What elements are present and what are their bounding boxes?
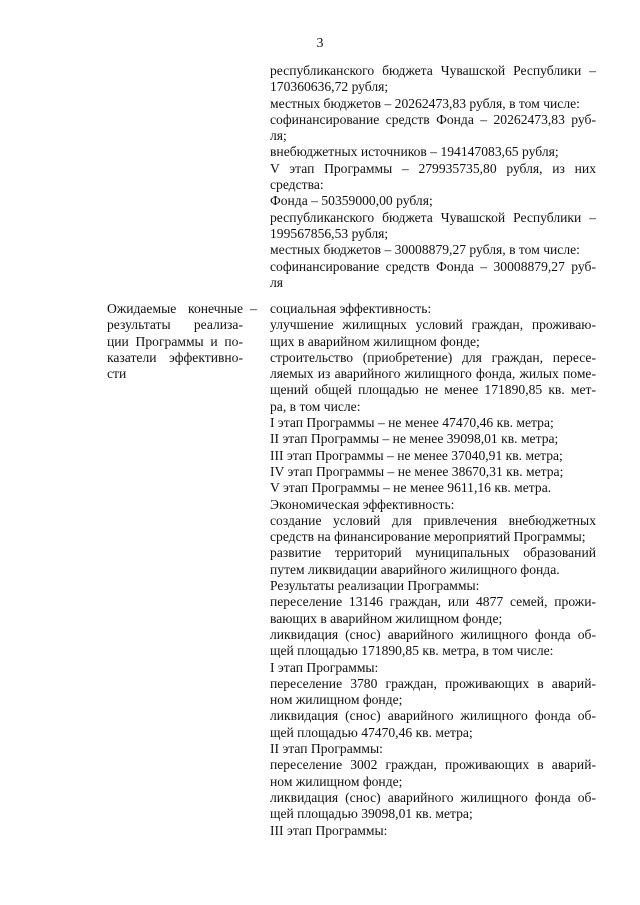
text-line: щей площадью 171890,85 кв. метра, в том числе: [270,643,554,659]
label-line: Ожидаемые конечные [107,301,243,316]
text-line: V этап Программы – не менее 9611,16 кв. метра. [270,480,552,496]
text-line: ля [270,274,284,290]
text-line: софинансирование средств Фонда – 20262473,83 руб- [270,111,596,127]
section-content [270,301,596,839]
text-line: Фонда – 50359000,00 рубля; [270,193,433,209]
section-label [107,301,243,382]
text-line: ном жилищном фонде; [270,692,403,708]
text-line: II этап Программы – не менее 39098,01 кв. метра; [270,431,559,447]
text-line: III этап Программы – не менее 37040,91 кв. метра; [270,447,563,463]
label-line: результаты реализа- [107,317,243,333]
text-line: средства: [270,177,324,193]
text-line: ликвидация (снос) аварийного жилищного фонда об- [270,626,596,642]
text-line: вающих в аварийном жилищном фонде; [270,610,503,626]
text-line: создание условий для привлечения внебюджетных [270,512,596,528]
text-line: щих в аварийном жилищном фонде; [270,333,480,349]
text-line: ликвидация (снос) аварийного жилищного фонда об- [270,708,596,724]
text-line: ликвидация (снос) аварийного жилищного фонда об- [270,789,596,805]
text-line: строительство (приобретение) для граждан, пересе- [270,349,596,365]
text-line: переселение 3002 граждан, проживающих в аварий- [270,757,596,773]
label-separator-dash: – [250,301,257,316]
text-line: 199567856,53 рубля; [270,225,389,241]
text-line: III этап Программы: [270,822,388,838]
text-line: переселение 3780 граждан, проживающих в аварий- [270,675,596,691]
page-number: 3 [316,36,324,51]
text-line: ля; [270,128,287,144]
text-line: 170360636,72 рубля; [270,79,389,95]
text-line: ляемых из аварийного жилищного фонда, жилых поме- [270,366,596,382]
text-line: Результаты реализации Программы: [270,578,480,594]
text-line: ном жилищном фонде; [270,773,403,789]
text-line: улучшение жилищных условий граждан, проживаю- [270,317,596,333]
text-line: ра, в том числе: [270,398,361,414]
text-line: IV этап Программы – не менее 38670,31 кв. метра; [270,463,564,479]
text-line: социальная эффективность: [270,301,432,316]
text-line: средств на финансирование мероприятий Программы; [270,529,586,545]
text-line: II этап Программы: [270,741,383,757]
funding-continuation-block [270,63,596,291]
label-line: ции Программы и по- [107,333,243,349]
text-line: местных бюджетов – 30008879,27 рубля, в том числе: [270,242,580,258]
text-line: республиканского бюджета Чувашской Республики – [270,209,596,225]
text-line: щений общей площадью не менее 171890,85 кв. мет- [270,382,596,398]
text-line: щей площадью 47470,46 кв. метра; [270,724,473,740]
text-line: внебюджетных источников – 194147083,65 рубля; [270,144,559,160]
text-line: местных бюджетов – 20262473,83 рубля, в том числе: [270,95,580,111]
text-line: путем ликвидации аварийного жилищного фонда. [270,561,560,577]
text-line: переселение 13146 граждан, или 4877 семей, прожи- [270,594,596,610]
label-line: сти [107,366,127,382]
text-line: V этап Программы – 279935735,80 рубля, из них [270,160,596,176]
label-line: казатели эффективно- [107,349,243,365]
text-line: I этап Программы – не менее 47470,46 кв. метра; [270,415,554,431]
text-line: развитие территорий муниципальных образований [270,545,596,561]
text-line: Экономическая эффективность: [270,496,455,512]
text-line: республиканского бюджета Чувашской Республики – [270,63,596,78]
text-line: щей площадью 39098,01 кв. метра; [270,806,473,822]
text-line: I этап Программы: [270,659,379,675]
text-line: софинансирование средств Фонда – 30008879,27 руб- [270,258,596,274]
